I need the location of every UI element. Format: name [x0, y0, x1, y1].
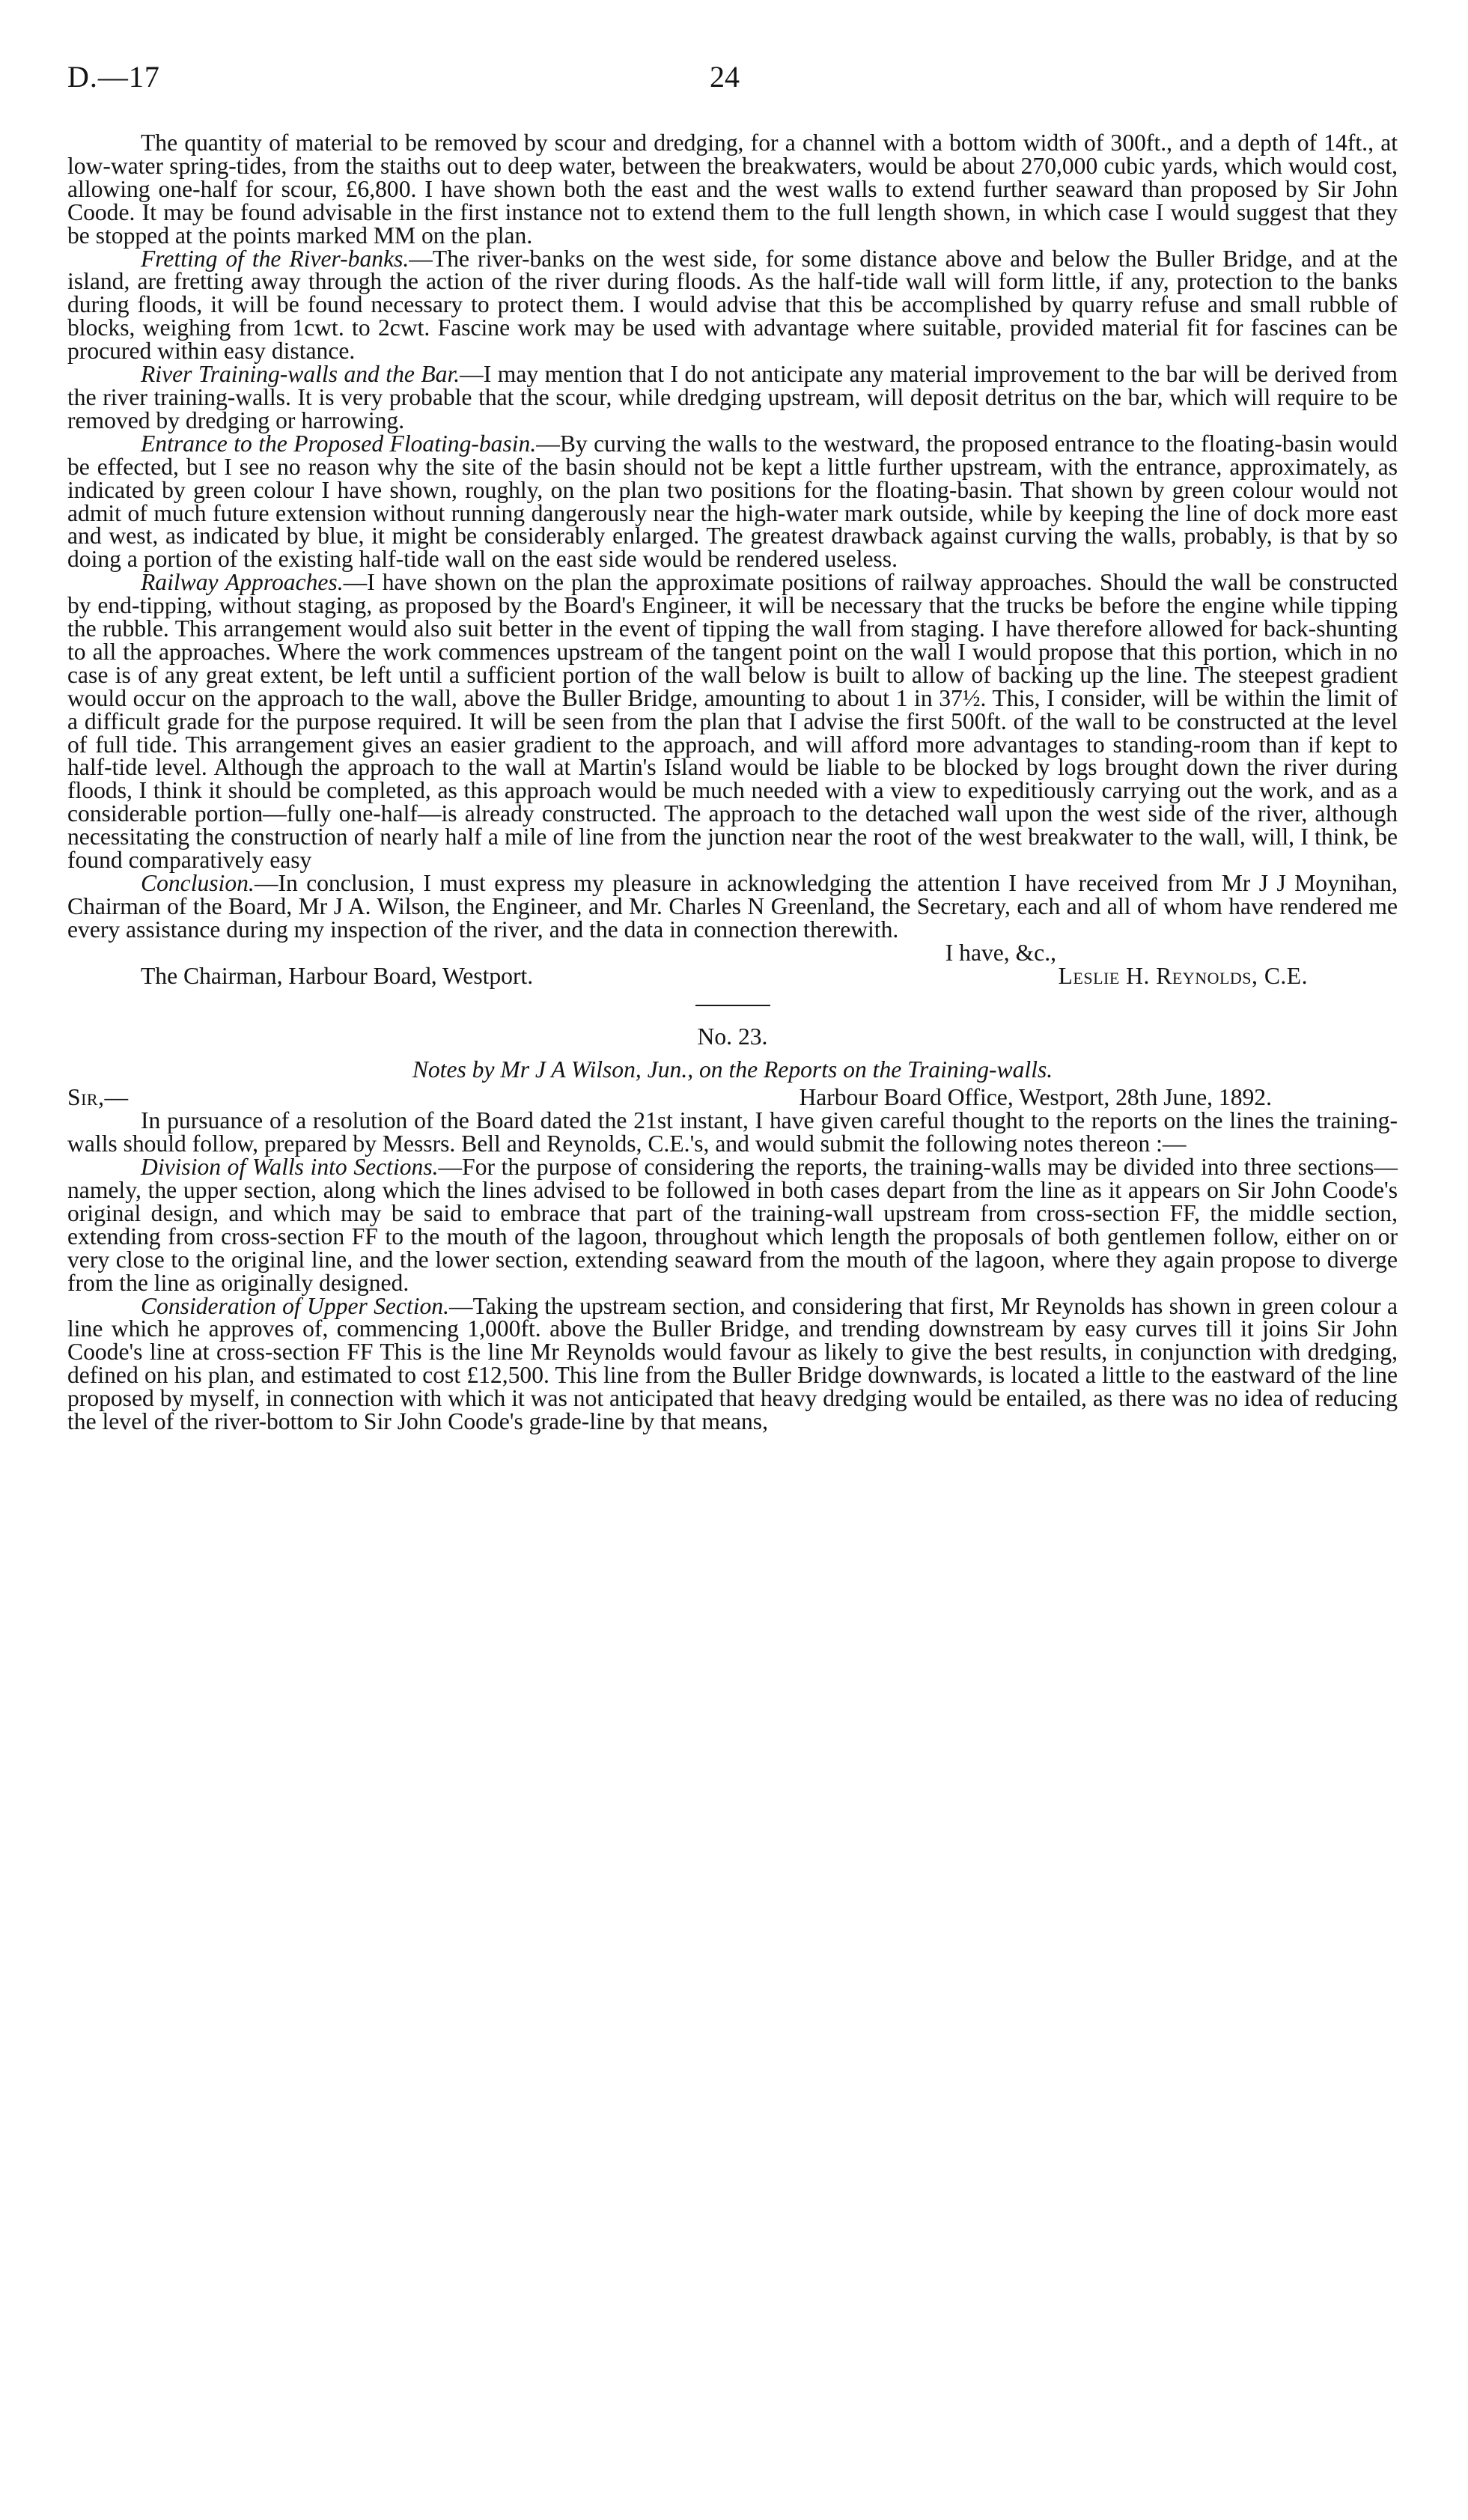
signatory: Leslie H. Reynolds, C.E.: [1058, 962, 1308, 989]
section-divider: [695, 1005, 770, 1006]
salutation: Sir,—: [67, 1084, 129, 1111]
section-heading: Conclusion.: [141, 870, 255, 896]
section-heading: Division of Walls into Sections.: [141, 1154, 439, 1181]
section-heading: River Training-walls and the Bar.: [141, 361, 460, 388]
paragraph-text: —The river-banks on the west side, for some distance above and below the Buller Bridge, and at the island, are fretting away through the action of the river during floods. As the half-tide wall will form little, if any, protection to the banks during floods, it will be found necessary to protect them. I would advise that this be accomplished by quarry refuse and small rubble of blocks, weighing from 1cwt. to 2cwt. Fascine work may be used with advantage where suitable, provided material fit for fascines can be procured within easy distance.: [67, 245, 1398, 365]
page-number: 24: [710, 60, 740, 94]
report-body: [67, 132, 1398, 988]
notes-title: Notes by Mr J A Wilson, Jun., on the Reports on the Training-walls.: [412, 1056, 1053, 1083]
paragraph-conclusion: [67, 872, 1398, 942]
dateline: Harbour Board Office, Westport, 28th June, 1892.: [799, 1084, 1272, 1111]
paragraph-upper-section: [67, 1292, 1398, 1435]
paragraph-railway-approaches: [67, 571, 1398, 872]
document-reference: D.—17: [67, 60, 160, 94]
paragraph-text: —In conclusion, I must express my pleasure in acknowledging the attention I have received from Mr J J Moynihan, Chairman of the Board, Mr J A. Wilson, the Engineer, and Mr. Charles N Greenland, the Secretary, each and all of whom have rendered me every assistance during my inspection of the river, and the data in connection therewith.: [67, 870, 1398, 943]
closing-line: I have, &c.,: [945, 939, 1056, 966]
paragraph-division-of-walls: [67, 1156, 1398, 1294]
notes-title-line: [67, 1056, 1398, 1083]
paragraph-text: —Taking the upstream section, and considering that first, Mr Reynolds has shown in green colour a line which he approves of, commencing 1,000ft. above the Buller Bridge, and trending downstream by easy curves till it joins Sir John Coode's line at cross-section FF This is the line Mr Reynolds would favour as likely to give the best results, in conjunction with dredging, defined on his plan, and estimated to cost £12,500. This line from the Buller Bridge downwards, is located a little to the eastward of the line proposed by myself, in connection with which it was not anticipated that heavy dredging would be entailed, as there was no idea of reducing the level of the river-bottom to Sir John Coode's grade-line by that means,: [67, 1292, 1398, 1435]
paragraph-floating-basin: [67, 430, 1398, 573]
signature-row: [67, 962, 1398, 989]
section-heading: Railway Approaches.: [141, 569, 344, 596]
paragraph-intro: In pursuance of a resolution of the Board dated the 21st instant, I have given careful thought to the reports on the lines the training-walls should follow, prepared by Messrs. Bell and Reynolds, C.E.'s, and would submit the following notes thereon :—: [67, 1107, 1398, 1157]
paragraph-text: —For the purpose of considering the reports, the training-walls may be divided into three sections—namely, the upper section, along which the lines advised to be followed in both cases depart from the line as it appears on Sir John Coode's original design, and which may be said to embrace that part of the training-wall upstream from cross-section FF, the middle section, extending from cross-section FF to the mouth of the lagoon, throughout which length the proposals of both gentlemen follow, either on or very close to the original line, and the lower section, extending seaward from the mouth of the lagoon, where they again propose to diverge from the line as originally designed.: [67, 1154, 1398, 1296]
paragraph-text: —I may mention that I do not anticipate any material improvement to the bar will be derived from the river training-walls. It is very probable that the scour, while dredging upstream, will deposit detritus on the bar, which will require to be removed by dredging or harrowing.: [67, 361, 1398, 433]
notes-number: No. 23.: [697, 1023, 768, 1050]
paragraph-material-quantity: The quantity of material to be removed by scour and dredging, for a channel with a bottom width of 300ft., and a depth of 14ft., at low-water spring-tides, from the staiths out to deep water, between the breakwaters, would be about 270,000 cubic yards, which would cost, allowing one-half for scour, £6,800. I have shown both the east and the west walls to extend further seaward than proposed by Sir John Coode. It may be found advisable in the first instance not to extend them to the full length shown, in which case I would suggest that they be stopped at the points marked MM on the plan.: [67, 130, 1398, 249]
notes-section: [67, 1023, 1398, 1435]
addressee: The Chairman, Harbour Board, Westport.: [141, 962, 534, 989]
section-heading: Entrance to the Proposed Floating-basin.: [141, 430, 537, 457]
paragraph-fretting-river-banks: [67, 245, 1398, 365]
paragraph-text: —By curving the walls to the westward, the proposed entrance to the floating-basin would be effected, but I see no reason why the site of the basin should not be kept a little further upstream, with the entrance, approximately, as indicated by green colour I have shown, roughly, on the plan two positions for the floating-basin. That shown by green colour would not admit of much future extension without running dangerously near the high-water mark outside, while by keeping the line of dock more east and west, as indicated by blue, it might be considerably enlarged. The greatest drawback against curving the walls, probably, is that by so doing a portion of the existing half-tide wall on the east side would be rendered useless.: [67, 430, 1398, 573]
section-heading: Consideration of Upper Section.: [141, 1292, 450, 1319]
section-heading: Fretting of the River-banks.: [141, 245, 409, 272]
paragraph-text: —I have shown on the plan the approximate positions of railway approaches. Should the wall be constructed by end-tipping, without staging, as proposed by the Board's Engineer, it will be necessary that the trucks be before the engine while tipping the rubble. This arrangement would also suit better in the event of tipping the wall from staging. I have therefore allowed for back-shunting to all the approaches. Where the work commences upstream of the tangent point on the wall I would propose that this portion, which in no case is of any great extent, be left until a sufficient portion of the wall below is built to allow of backing up the line. The steepest gradient would occur on the approach to the wall, above the Buller Bridge, amounting to about 1 in 37½. This, I consider, will be within the limit of a difficult grade for the purpose required. It will be seen from the plan that I advise the first 500ft. of the wall to be constructed at the level of full tide. This arrangement gives an easier gradient to the approach, and will afford more advantages to standing-room than if kept to half-tide level. Although the approach to the wall at Martin's Island would be liable to be blocked by logs brought down the river during floods, I think it should be completed, as this approach would be much needed with a view to expeditiously carrying out the work, and as a considerable portion—fully one-half—is already constructed. The approach to the detached wall upon the west side of the river, although necessitating the construction of nearly half a mile of line from the junction near the root of the west breakwater to the wall, will, I think, be found comparatively easy: [67, 569, 1398, 874]
paragraph-training-walls-bar: [67, 363, 1398, 433]
page-header: [67, 43, 1398, 96]
salutation-row: [67, 1086, 1398, 1110]
